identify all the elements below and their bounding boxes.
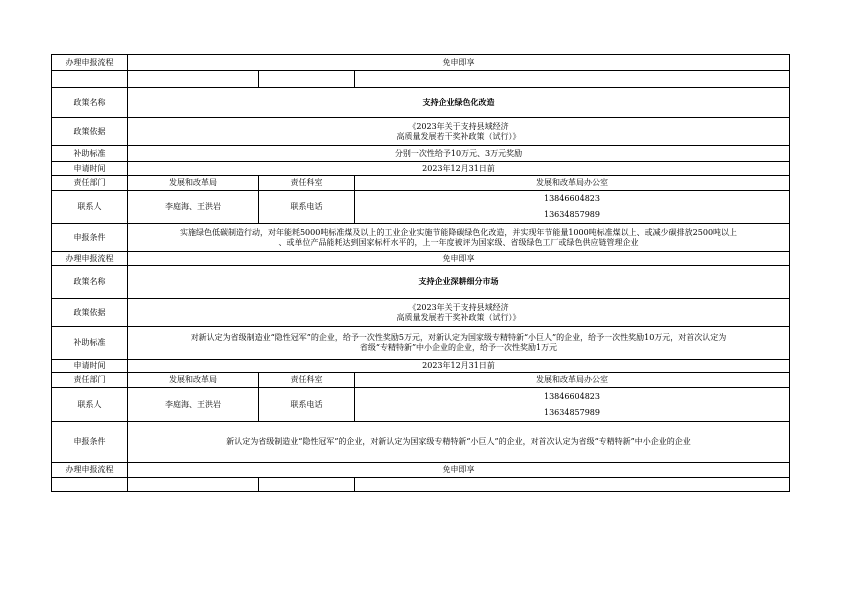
phone-label: 联系电话 (259, 191, 355, 224)
contact-row (52, 388, 790, 422)
phone-number: 13634857989 (544, 210, 600, 219)
standard-line: 对新认定为省级制造业“隐性冠军”的企业，给予一次性奖励5万元，对新认定为国家级专精特新“小巨人”的企业，给予一次性奖励10万元，对首次认定为 (190, 333, 727, 342)
apply-time-value: 2023年12月31日前 (128, 162, 790, 176)
standard-line: 省级“专精特新”中小企业的企业，给予一次性奖励1万元 (359, 343, 558, 352)
policy-name-row (52, 266, 790, 299)
policy-basis-row (52, 118, 790, 146)
department-value: 发展和改革局 (128, 176, 259, 191)
subsidy-standard-label: 补助标准 (52, 327, 128, 360)
contact-label: 联系人 (52, 388, 128, 422)
apply-time-row (52, 360, 790, 373)
phone-number: 13846604823 (544, 391, 600, 401)
phone-number: 13846604823 (544, 194, 600, 203)
flow-row (52, 463, 790, 478)
phone-label: 联系电话 (259, 388, 355, 422)
flow-value: 免申即享 (128, 463, 790, 478)
policy-name-label: 政策名称 (52, 88, 128, 118)
office-label: 责任科室 (259, 373, 355, 388)
policy-basis-value (128, 299, 790, 327)
basis-line: 《2023年关于支持县域经济 (408, 121, 509, 131)
subsidy-standard-label: 补助标准 (52, 146, 128, 162)
basis-line: 高质量发展若干奖补政策（试行）》 (396, 312, 521, 322)
phone-value (355, 191, 790, 224)
contact-row (52, 191, 790, 224)
policy-basis-label: 政策依据 (52, 118, 128, 146)
flow-label: 办理申报流程 (52, 252, 128, 266)
conditions-row (52, 224, 790, 252)
contact-label: 联系人 (52, 191, 128, 224)
apply-time-label: 申请时间 (52, 162, 128, 176)
spacer-row (52, 478, 790, 492)
flow-label: 办理申报流程 (52, 55, 128, 71)
subsidy-standard-value (128, 327, 790, 360)
department-row (52, 176, 790, 191)
apply-time-row (52, 162, 790, 176)
conditions-label: 申报条件 (52, 224, 128, 252)
conditions-row (52, 422, 790, 463)
phone-value (355, 388, 790, 422)
subsidy-standard-row (52, 327, 790, 360)
policy-title: 支持企业深耕细分市场 (128, 266, 790, 299)
department-label: 责任部门 (52, 373, 128, 388)
office-value: 发展和改革局办公室 (355, 176, 790, 191)
contact-value: 李庭海、王洪岩 (128, 191, 259, 224)
conditions-value: 新认定为省级制造业“隐性冠军”的企业，对新认定为国家级专精特新“小巨人”的企业，对首次认定为省级“专精特新”中小企业的企业 (128, 422, 790, 463)
subsidy-standard-value: 分别一次性给予10万元、3万元奖励 (128, 146, 790, 162)
flow-label: 办理申报流程 (52, 463, 128, 478)
policy-name-label: 政策名称 (52, 266, 128, 299)
flow-value: 免申即享 (128, 252, 790, 266)
policy-basis-label: 政策依据 (52, 299, 128, 327)
basis-line: 《2023年关于支持县域经济 (408, 302, 509, 312)
office-label: 责任科室 (259, 176, 355, 191)
department-value: 发展和改革局 (128, 373, 259, 388)
department-label: 责任部门 (52, 176, 128, 191)
apply-time-value: 2023年12月31日前 (128, 360, 790, 373)
subsidy-standard-row (52, 146, 790, 162)
contact-value: 李庭海、王洪岩 (128, 388, 259, 422)
office-value: 发展和改革局办公室 (355, 373, 790, 388)
policy-basis-value (128, 118, 790, 146)
flow-row (52, 252, 790, 266)
conditions-line: 、或单位产品能耗达到国家标杆水平的，上一年度被评为国家级、省级绿色工厂或绿色供应链管理企业 (278, 237, 639, 247)
conditions-value (128, 224, 790, 252)
policy-basis-row (52, 299, 790, 327)
policy-name-row (52, 88, 790, 118)
basis-line: 高质量发展若干奖补政策（试行）》 (396, 131, 521, 141)
spacer-row (52, 71, 790, 88)
flow-value: 免申即享 (128, 55, 790, 71)
department-row (52, 373, 790, 388)
conditions-label: 申报条件 (52, 422, 128, 463)
conditions-line: 实施绿色低碳制造行动，对年能耗5000吨标准煤及以上的工业企业实施节能降碳绿色化改造，并实现年节能量1000吨标准煤以上、或减少碳排放2500吨以上 (179, 227, 738, 237)
top-flow-row (52, 55, 790, 71)
phone-number: 13634857989 (544, 407, 600, 417)
apply-time-label: 申请时间 (52, 360, 128, 373)
policy-table (51, 54, 790, 492)
policy-title: 支持企业绿色化改造 (128, 88, 790, 118)
